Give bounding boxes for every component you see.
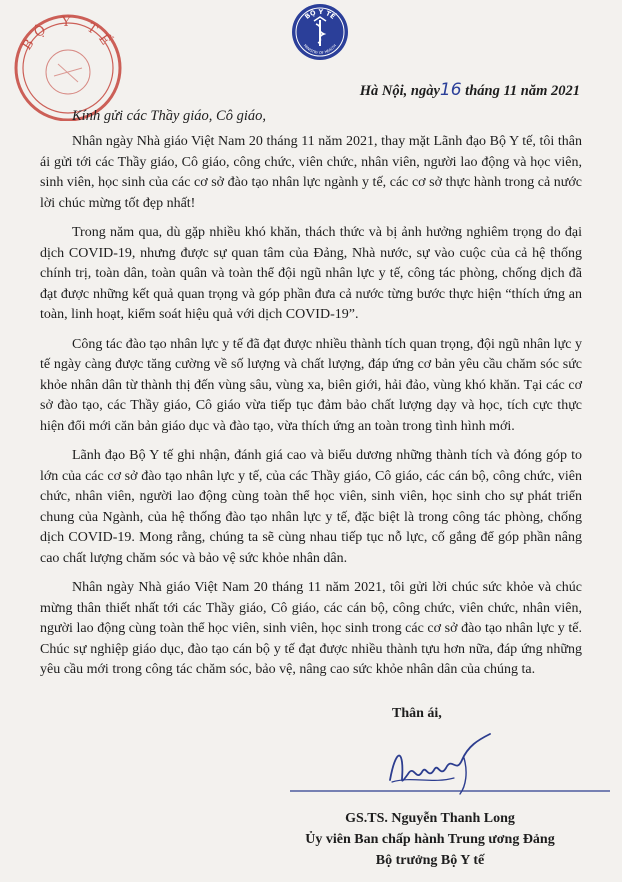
logo-text: BỘ Y TẾ xyxy=(303,7,337,21)
dateline-prefix: Hà Nội, ngày xyxy=(359,83,440,99)
svg-text:BỘ Y TẾ xyxy=(20,15,119,53)
paragraph: Nhân ngày Nhà giáo Việt Nam 20 tháng 11 năm 2021, tôi gửi lời chúc sức khỏe và chúc mừng thân thiết nhất tới các Thầy giáo, Cô giáo, các cán bộ, công chức, viên chức, nhân viên, người lao động cùng toàn thể học viên, sinh viên, học sinh trong các cơ sở đào tạo nhân lực y tế. Chúc sự nghiệp giáo dục, đào tạo cán bộ y tế đạt được nhiều thành tựu hơn nữa, đáp ứng những yêu cầu mới trong công tác chăm sóc, bảo vệ, nâng cao sức khỏe nhân dân của chúng ta. xyxy=(40,580,582,677)
paragraph: Công tác đào tạo nhân lực y tế đã đạt được nhiều thành tích quan trọng, đội ngũ nhân lực y tế ngày càng được tăng cường về số lượng và chất lượng, đáp ứng cơ bản yêu cầu chăm sóc sức khỏe nhân dân từ thành thị đến vùng sâu, vùng xa, biên giới, hải đảo, vùng khó khăn. Tại các cơ sở đào tạo, các Thầy giáo, Cô giáo vừa tiếp tục đảm bảo chất lượng dạy và học, tích cực thực hiện đổi mới căn bản giáo dục và đào tạo, vừa thích ứng an toàn trong tình hình mới. xyxy=(40,336,582,434)
paragraph: Lãnh đạo Bộ Y tế ghi nhận, đánh giá cao và biểu dương những thành tích và đóng góp to lớn của các cơ sở đào tạo nhân lực y tế, của các Thầy giáo, Cô giáo, các cán bộ, công chức, viên chức, nhân viên, người lao động cùng toàn thể học viên, sinh viên, học sinh cho sự phát triển chung của Ngành, của hệ thống đào tạo nhân lực y tế, đặc biệt là trong công tác phòng, chống dịch COVID-19. Mong rằng, chúng ta sẽ cùng nhau tiếp tục nỗ lực, cố gắng để góp phần nâng cao chất lượng chăm sóc và bảo vệ sức khỏe nhân dân. xyxy=(40,448,582,566)
stamp-text: BỘ Y TẾ xyxy=(19,14,117,54)
ministry-logo-icon xyxy=(290,2,350,62)
greeting: Kính gửi các Thầy giáo, Cô giáo, xyxy=(72,108,266,124)
signature-icon xyxy=(382,728,502,798)
official-stamp-icon xyxy=(4,6,134,121)
signature-underline xyxy=(290,790,610,792)
closing: Thân ái, xyxy=(392,706,442,721)
paragraph: Trong năm qua, dù gặp nhiều khó khăn, thách thức và bị ảnh hưởng nghiêm trọng do đại dịch COVID-19, nhưng được sự quan tâm của Đảng, Nhà nước, sự vào cuộc của cả hệ thống chính trị, toàn dân, toàn quân và toàn thể đội ngũ nhân lực y tế, công tác phòng, chống dịch đã đạt được những kết quả quan trọng và góp phần đưa cả nước từng bước thực hiện “thích ứng an toàn, linh hoạt, kiểm soát hiệu quả với dịch COVID-19”. xyxy=(40,225,582,322)
dateline xyxy=(360,80,580,100)
signer-title: Bộ trưởng Bộ Y tế xyxy=(375,853,485,868)
paragraph: Nhân ngày Nhà giáo Việt Nam 20 tháng 11 năm 2021, thay mặt Lãnh đạo Bộ Y tế, tôi thân ái gửi tới các Thầy giáo, Cô giáo, công chức, viên chức, nhân viên, người lao động và học viên, sinh viên, học sinh của các cơ sở đào tạo nhân lực ngành y tế, các cơ sở thực hành trong cả nước lời chúc mừng tốt đẹp nhất! xyxy=(40,134,582,211)
dateline-suffix: tháng 11 năm 2021 xyxy=(465,83,580,99)
signer-block xyxy=(280,808,580,871)
logo-subtext: MINISTRY OF HEALTH xyxy=(302,43,338,56)
signer-role: Ủy viên Ban chấp hành Trung ương Đảng xyxy=(305,832,555,847)
signer-name: GS.TS. Nguyễn Thanh Long xyxy=(345,811,515,826)
letter-body xyxy=(40,132,582,690)
dateline-day: 16 xyxy=(439,80,462,100)
